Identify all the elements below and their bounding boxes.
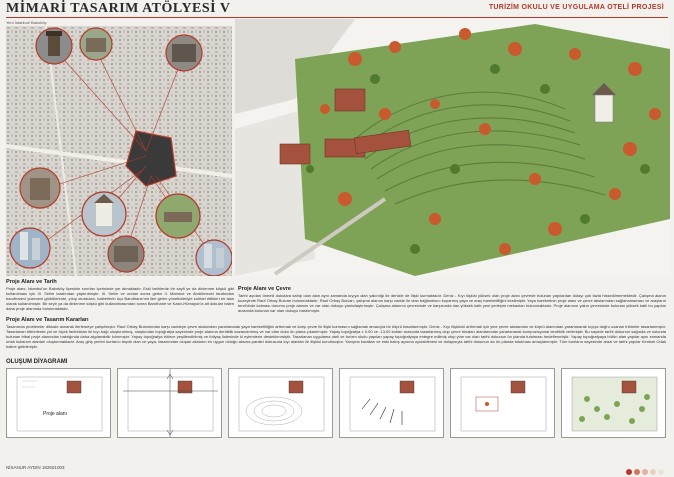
page-dot [658, 469, 664, 475]
site-map-collage [6, 26, 232, 276]
photo-stone-gate [20, 168, 60, 208]
history-body: Proje alanı, İstanbul'un Bakırköy ilçesinin sınırları içerisinde yer almaktadır. Eski tarihlerde bir sayfi ye da dinlenme köşkü gibi kullanılması için III. Selim tarafından yaptırılmıştır. III. Selim ve ondan sonra gelen II. Mahmut ve Abdülmecid tarafından barutharevi yüzeneni gödüllerinde, çıkıp oturduları, katireilerin üço Baruthane'nin ileri gelen yöneticileriyle sohbet ettikleri bir alan olarak kullanılmıştır. Bir seyir ya da dinlenme köşkü gibi kullanılmasından sonra Baruthane ve Kasrı-Hümayun'a ait dokular halen daha proje alanında bulunmaktadır. [6, 286, 234, 311]
diagram-title: OLUŞUM DİYAGRAMI [6, 359, 68, 365]
map-label: Yeni İstanbul/ Bakırköy [6, 20, 47, 25]
page-indicator [626, 469, 664, 475]
diagram-step-2 [117, 368, 222, 438]
environment-section [238, 287, 666, 313]
history-heading: Proje Alanı ve Tarih [6, 279, 57, 285]
photo-ruins [80, 28, 112, 60]
page-dot [634, 469, 640, 475]
decisions-body: Tasarımda problemler dikkate alınarak iterlemeye çalışılmıştır. Rauf Orbay Bulvarından karşı caddeye çevre akslarıdan yararlanarak yaya hareketliliğini arttırmak ve karşı çevre ile ilişki kurmasını sağlamak amacıyla bir köprü tasarlanmıştır. Deniz - Kıyı ilişkisini arttırmak için yine çevre akslarıdan ve köprü alanından yararlanarak kıyıya doğru uzanan tribünler tasarlanmıştır. Tasarlanan tribünlerde yol ve ölçek farklılıkları ile kıyı bağı oluşturulmuş, oluşturulan topoğrafya sayesinde proje alanına dentiklik kazandırılmış ve var olan doku ön plana çıkarılmıştır. Yapay topoğrafya ± 0.00 ve -13.00 kotları arasında tasarlanmış olup çevre binaları alanlarından yararlanarak kompozisyonal dentiklik verilmiştir. Bu sayede tarihi dokunun sağında ve solunda bulunan tribal proje alanından baktığında daha algılanabilir kılınmıştır. Yapay topoğrafya bölece yeşillendirilmiş ve fotiyaç listesinde ki eylemlerle desteklenmiştir. Tasarlanan uygulama oteli ve turizm okulu yapıları yapay topoğrafyaya entegre edilmiş olup yine var olan tarihi dokunun ön planda tutulması hedeflenmiştir. Yapay topoğrafyaya bütün alan yapılar aynı zamanda ortak kullanım alanları oluşturmaktadır. Araç giriş yerleri kurtarıcı teşvik olan ve yaya, tasarımdan oluşan aksların en uygun olduğu aksına paralel dokusuna kıyı alanları ile ilişkisi kurulmuştur. Yarışma kuralları ve eski bakış açısına uyulabilmesi ve dolayısıyla tarihi dokunun da ön planda tutulması amaçlanmıştır. Tüm bunların sayesinde arazi ve tarihi yapılar Kentsel Odak haline getirilmiştir. [6, 324, 666, 349]
diagram-step-6 [561, 368, 666, 438]
photo-white-kiosk [82, 192, 126, 236]
photo-highrise [10, 228, 50, 268]
site-render [235, 19, 670, 276]
decisions-heading: Proje Alanı ve Tasarım Kararları [6, 317, 89, 323]
page-dot [650, 469, 656, 475]
diagram-step-3 [228, 368, 333, 438]
decisions-section [6, 318, 666, 349]
page-dot [642, 469, 648, 475]
page-dot [626, 469, 632, 475]
environment-heading: Proje Alanı ve Çevre [238, 286, 291, 292]
history-section [6, 280, 234, 311]
photo-tower [36, 28, 72, 64]
photo-towers-skyline [196, 240, 232, 276]
diagram-step-4 [339, 368, 444, 438]
diagram-step-5 [450, 368, 555, 438]
photo-park [156, 194, 200, 238]
photo-fortress [166, 35, 202, 71]
diagram-step-1 [6, 368, 111, 438]
project-subtitle: TURİZİM OKULU VE UYGULAMA OTELİ PROJESİ [488, 4, 664, 11]
page-title: MİMARİ TASARIM ATÖLYESİ V [6, 1, 231, 16]
site-area-label: Proje alanı [43, 411, 67, 417]
header-divider [6, 17, 668, 18]
environment-body: Tarihi açıdan önemli dokulara sahip olan alan aynı zamanda kıyıya olan yakınlığı ile denizle de ilişki kurmaktadır. Deniz - Kıyı ilişkisi yüksek olan proje alanı çevrede bulunan yapılardan dolayı çok fazla hissedilmemektedir. Çalışma alanın kuzeyinde Rauf Orbay Bulvarı bulunmaktadır. Rauf Orbay Bulvarı, çalışma alanını karşı cadde ile olan bağlantısını koparmış yaya ve araç hareketliliğini kesilmiştir. Yaya hareketinin proje alanı ve çevre akslarından sağlanamaması ve araçların tercihinde kalması durumu proje alanını ve var olan dokuyu yanlızlaştırmıştır. Çalışma alanının çevresinde ve karşısında dan yüksek katlı yeni yerleşim mekanları bulunmaktadır. Proje alanının yakın çevresinde bulunan yüksek katlı bu yapılar arasında bulunan var olan dokuyu bastırmıştır. [238, 293, 666, 313]
author-credit: NİSANUR AYDIN 182501003 [6, 465, 65, 470]
photo-wall [108, 236, 144, 272]
